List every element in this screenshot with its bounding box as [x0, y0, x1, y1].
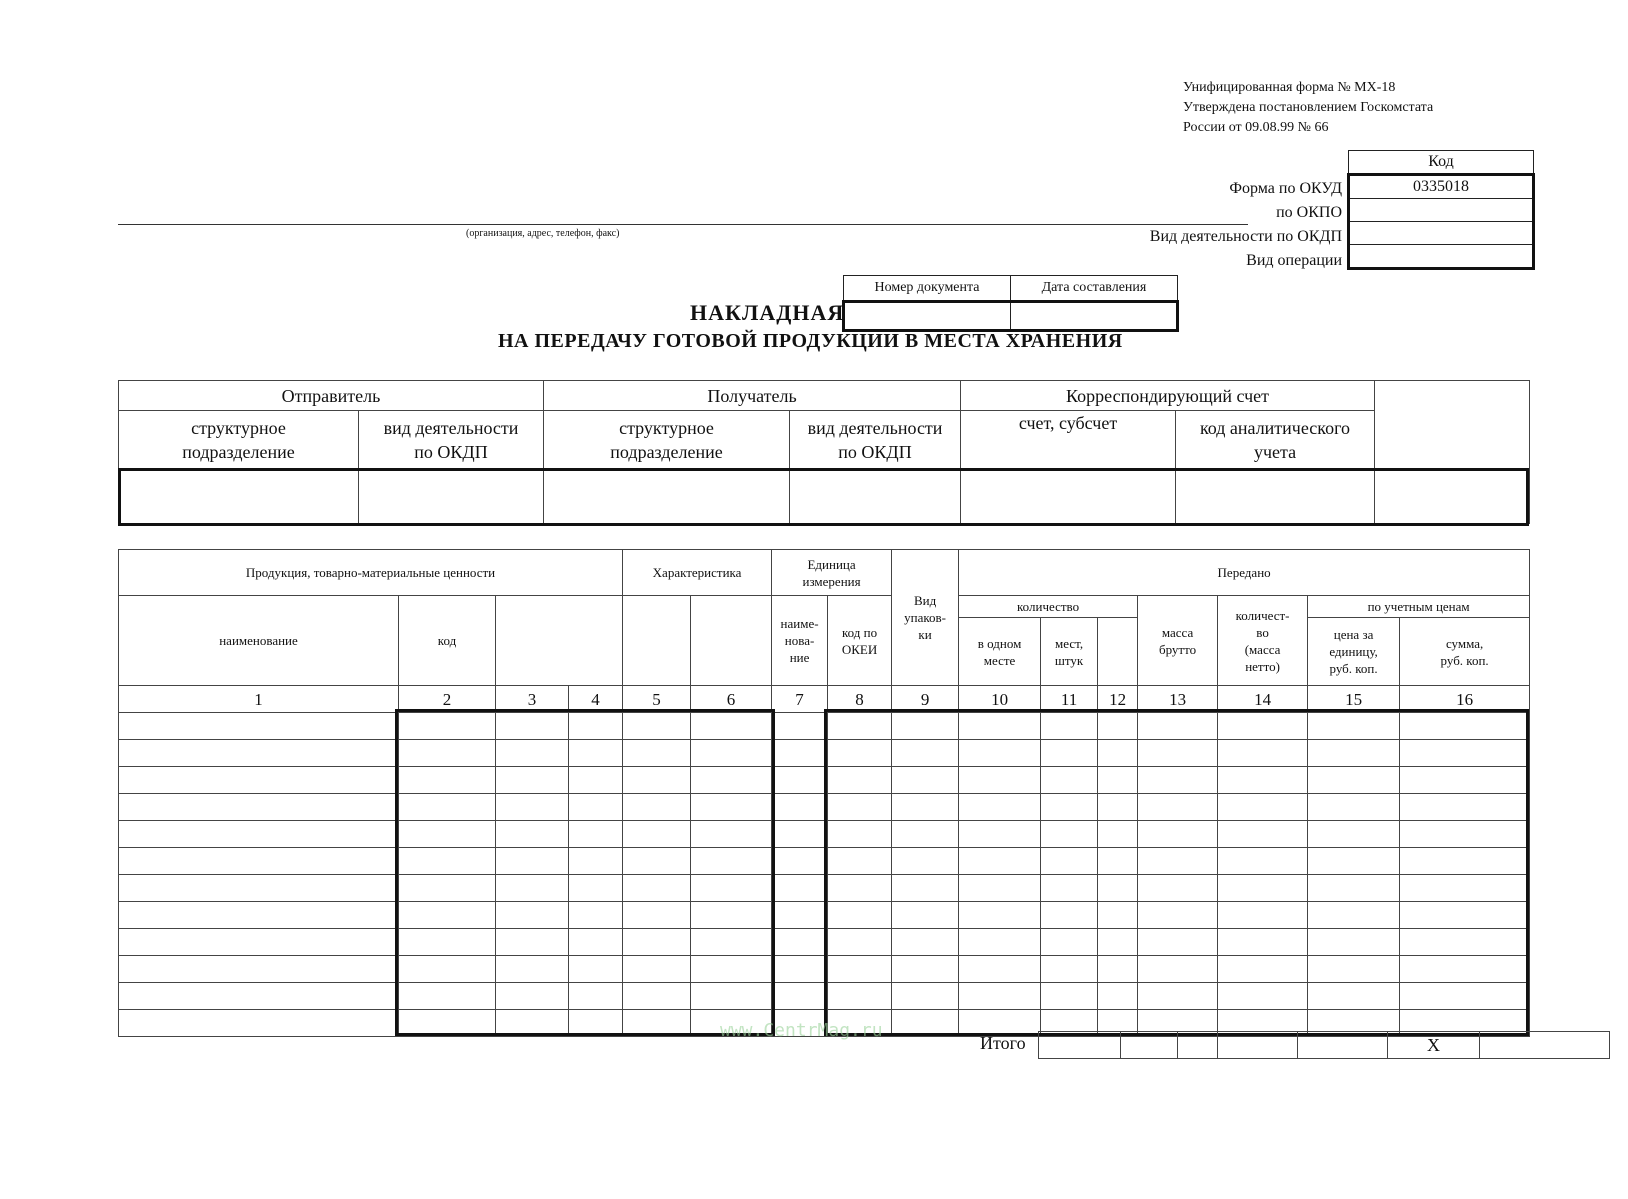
col-number: 9 [892, 686, 959, 713]
table-cell[interactable] [496, 875, 569, 902]
table-cell[interactable] [1041, 767, 1098, 794]
table-cell[interactable] [119, 983, 399, 1010]
table-cell[interactable] [623, 1010, 691, 1037]
table-cell[interactable] [772, 794, 828, 821]
table-cell[interactable] [959, 929, 1041, 956]
blank-header [1375, 381, 1530, 469]
table-cell[interactable] [1218, 794, 1308, 821]
col-number: 16 [1400, 686, 1530, 713]
table-cell[interactable] [959, 794, 1041, 821]
table-cell[interactable] [496, 767, 569, 794]
table-cell[interactable] [892, 821, 959, 848]
table-cell[interactable] [1218, 767, 1308, 794]
table-cell[interactable] [691, 767, 772, 794]
table-cell[interactable] [569, 740, 623, 767]
table-cell[interactable] [1308, 740, 1400, 767]
name-header: наименование [119, 596, 399, 686]
col-number: 8 [828, 686, 892, 713]
table-cell[interactable] [892, 929, 959, 956]
table-cell[interactable] [1218, 875, 1308, 902]
column-numbers-row [119, 686, 1530, 713]
form-stamp [1183, 78, 1433, 138]
table-cell[interactable] [1138, 929, 1218, 956]
col-number: 4 [569, 686, 623, 713]
table-cell[interactable] [1098, 713, 1138, 740]
table-cell[interactable] [119, 956, 399, 983]
table-cell[interactable] [772, 902, 828, 929]
table-cell[interactable] [959, 713, 1041, 740]
sender-unit-cell[interactable] [119, 469, 359, 524]
table-cell[interactable] [1308, 821, 1400, 848]
table-cell[interactable] [691, 713, 772, 740]
products-header: Продукция, товарно-материальные ценности [119, 550, 623, 596]
table-cell[interactable] [691, 794, 772, 821]
table-cell[interactable] [119, 875, 399, 902]
table-cell[interactable] [623, 848, 691, 875]
col-number: 3 [496, 686, 569, 713]
table-cell[interactable] [1218, 821, 1308, 848]
analytic-header: код аналитического учета [1176, 411, 1375, 469]
table-cell[interactable] [496, 713, 569, 740]
col-number: 11 [1041, 686, 1098, 713]
table-cell[interactable] [496, 983, 569, 1010]
table-cell[interactable] [1098, 956, 1138, 983]
table-cell[interactable] [1041, 821, 1098, 848]
okud-label: Форма по ОКУД [1229, 180, 1342, 197]
total-col15: X [1388, 1032, 1480, 1059]
places-header: мест, штук [1041, 618, 1098, 686]
table-cell[interactable] [496, 902, 569, 929]
corr-account-header: Корреспондирующий счет [961, 381, 1375, 411]
package-header: Вид упаков- ки [892, 550, 959, 686]
table-cell[interactable] [1041, 983, 1098, 1010]
kod-header: Код [1349, 151, 1534, 175]
total-label: Итого [980, 1033, 1026, 1053]
table-cell[interactable] [119, 1010, 399, 1037]
table-cell[interactable] [1308, 983, 1400, 1010]
col-number: 12 [1098, 686, 1138, 713]
per-place-header: в одном месте [959, 618, 1041, 686]
table-cell[interactable] [772, 956, 828, 983]
table-cell[interactable] [1400, 713, 1530, 740]
table-cell[interactable] [569, 767, 623, 794]
table-cell[interactable] [1138, 740, 1218, 767]
table-cell[interactable] [1041, 848, 1098, 875]
table-cell[interactable] [772, 767, 828, 794]
table-cell[interactable] [1308, 794, 1400, 821]
table-row [119, 929, 1530, 956]
table-cell[interactable] [1041, 929, 1098, 956]
analytic-cell[interactable] [1176, 469, 1375, 524]
table-cell[interactable] [828, 848, 892, 875]
table-cell[interactable] [1098, 740, 1138, 767]
table-row [119, 983, 1530, 1010]
table-cell[interactable] [623, 713, 691, 740]
table-cell[interactable] [828, 902, 892, 929]
total-col14[interactable] [1298, 1032, 1388, 1059]
table-cell[interactable] [959, 767, 1041, 794]
sender-activity-cell[interactable] [359, 469, 544, 524]
table-cell[interactable] [892, 848, 959, 875]
table-cell[interactable] [399, 929, 496, 956]
stamp-line: Утверждена постановлением Госкомстата [1183, 100, 1434, 115]
table-cell[interactable] [1308, 875, 1400, 902]
table-cell[interactable] [496, 740, 569, 767]
table-cell[interactable] [1400, 902, 1530, 929]
char-col-5 [623, 596, 691, 686]
table-row [119, 794, 1530, 821]
prices-header: по учетным ценам [1308, 596, 1530, 618]
table-cell[interactable] [1098, 794, 1138, 821]
table-cell[interactable] [119, 929, 399, 956]
table-cell[interactable] [691, 902, 772, 929]
col-number: 5 [623, 686, 691, 713]
table-cell[interactable] [569, 821, 623, 848]
table-cell[interactable] [569, 713, 623, 740]
table-cell[interactable] [959, 848, 1041, 875]
table-cell[interactable] [828, 875, 892, 902]
table-cell[interactable] [569, 983, 623, 1010]
characteristic-header: Характеристика [623, 550, 772, 596]
table-cell[interactable] [828, 821, 892, 848]
organization-line[interactable] [118, 224, 1248, 225]
table-cell[interactable] [691, 821, 772, 848]
table-cell[interactable] [772, 740, 828, 767]
table-cell[interactable] [399, 956, 496, 983]
receiver-unit-header: структурное подразделение [544, 411, 790, 469]
table-row [119, 740, 1530, 767]
char-col-6 [691, 596, 772, 686]
table-cell[interactable] [496, 821, 569, 848]
table-cell[interactable] [119, 848, 399, 875]
table-cell[interactable] [1308, 848, 1400, 875]
table-cell[interactable] [569, 1010, 623, 1037]
price-header: цена за единицу, руб. коп. [1308, 618, 1400, 686]
receiver-unit-cell[interactable] [544, 469, 790, 524]
watermark: www.CentrMag.ru [720, 1020, 883, 1041]
table-cell[interactable] [1138, 983, 1218, 1010]
table-cell[interactable] [892, 875, 959, 902]
table-cell[interactable] [1041, 875, 1098, 902]
stamp-line: Унифицированная форма № МХ-18 [1183, 80, 1396, 95]
table-cell[interactable] [959, 902, 1041, 929]
table-cell[interactable] [1098, 983, 1138, 1010]
table-cell[interactable] [399, 1010, 496, 1037]
table-cell[interactable] [1400, 740, 1530, 767]
table-cell[interactable] [569, 875, 623, 902]
okdp-value[interactable] [1349, 222, 1534, 245]
parties-table [118, 380, 1530, 524]
table-cell[interactable] [828, 794, 892, 821]
table-row [119, 902, 1530, 929]
okpo-label: по ОКПО [1276, 204, 1342, 221]
table-cell[interactable] [1138, 713, 1218, 740]
table-cell[interactable] [828, 740, 892, 767]
table-cell[interactable] [399, 713, 496, 740]
table-cell[interactable] [1041, 794, 1098, 821]
table-cell[interactable] [496, 929, 569, 956]
table-cell[interactable] [828, 929, 892, 956]
table-cell[interactable] [772, 983, 828, 1010]
table-cell[interactable] [569, 794, 623, 821]
quantity-header: количество [959, 596, 1138, 618]
unit-header: Единица измерения [772, 550, 892, 596]
stamp-line: России от 09.08.99 № 66 [1183, 120, 1329, 135]
table-cell[interactable] [1400, 929, 1530, 956]
total-col11[interactable] [1121, 1032, 1178, 1059]
table-cell[interactable] [569, 956, 623, 983]
table-cell[interactable] [399, 848, 496, 875]
char-col-34 [496, 596, 623, 686]
table-cell[interactable] [828, 956, 892, 983]
table-cell[interactable] [1138, 875, 1218, 902]
table-cell[interactable] [772, 713, 828, 740]
document-number-table [842, 275, 1179, 332]
transferred-header: Передано [959, 550, 1530, 596]
sender-unit-header: структурное подразделение [119, 411, 359, 469]
table-cell[interactable] [1400, 821, 1530, 848]
table-cell[interactable] [691, 848, 772, 875]
table-cell[interactable] [828, 767, 892, 794]
table-cell[interactable] [1400, 875, 1530, 902]
col-number: 6 [691, 686, 772, 713]
code-header: код [399, 596, 496, 686]
table-row [119, 821, 1530, 848]
table-cell[interactable] [623, 929, 691, 956]
table-cell[interactable] [119, 767, 399, 794]
table-cell[interactable] [399, 740, 496, 767]
table-cell[interactable] [1138, 902, 1218, 929]
table-cell[interactable] [399, 794, 496, 821]
col-number: 1 [119, 686, 399, 713]
table-cell[interactable] [959, 740, 1041, 767]
table-cell[interactable] [1218, 902, 1308, 929]
table-cell[interactable] [569, 929, 623, 956]
receiver-header: Получатель [544, 381, 961, 411]
table-cell[interactable] [399, 767, 496, 794]
totals-row [1038, 1031, 1610, 1059]
col-number: 14 [1218, 686, 1308, 713]
table-row [119, 875, 1530, 902]
organization-caption: (организация, адрес, телефон, факс) [466, 228, 620, 239]
okei-header: код по ОКЕИ [828, 596, 892, 686]
total-col12[interactable] [1178, 1032, 1218, 1059]
table-cell[interactable] [959, 875, 1041, 902]
qty-net-header: количест- во (масса нетто) [1218, 596, 1308, 686]
table-cell[interactable] [1308, 929, 1400, 956]
account-header: счет, субсчет [961, 411, 1176, 469]
table-cell[interactable] [1218, 713, 1308, 740]
col-number: 15 [1308, 686, 1400, 713]
table-row [119, 848, 1530, 875]
table-cell[interactable] [1041, 902, 1098, 929]
table-cell[interactable] [1400, 848, 1530, 875]
receiver-activity-cell[interactable] [790, 469, 961, 524]
okud-value[interactable]: 0335018 [1349, 175, 1534, 199]
table-cell[interactable] [828, 713, 892, 740]
table-cell[interactable] [1218, 740, 1308, 767]
table-cell[interactable] [892, 956, 959, 983]
goods-rows [119, 713, 1530, 1037]
table-cell[interactable] [119, 821, 399, 848]
table-cell[interactable] [1218, 983, 1308, 1010]
total-col16[interactable] [1480, 1032, 1610, 1059]
table-cell[interactable] [1138, 848, 1218, 875]
table-cell[interactable] [1400, 956, 1530, 983]
table-cell[interactable] [1400, 983, 1530, 1010]
table-cell[interactable] [496, 1010, 569, 1037]
doc-number-label: Номер документа [844, 276, 1011, 302]
doc-date-value[interactable] [1011, 302, 1178, 331]
table-cell[interactable] [1041, 740, 1098, 767]
table-cell[interactable] [1218, 929, 1308, 956]
operation-value[interactable] [1349, 245, 1534, 269]
table-cell[interactable] [892, 767, 959, 794]
table-cell[interactable] [892, 713, 959, 740]
table-cell[interactable] [1098, 821, 1138, 848]
total-col13[interactable] [1218, 1032, 1298, 1059]
table-cell[interactable] [892, 794, 959, 821]
table-cell[interactable] [772, 929, 828, 956]
table-row [119, 956, 1530, 983]
table-cell[interactable] [399, 875, 496, 902]
table-cell[interactable] [1138, 767, 1218, 794]
okdp-label: Вид деятельности по ОКДП [1149, 228, 1342, 245]
table-cell[interactable] [1138, 821, 1218, 848]
table-cell[interactable] [691, 929, 772, 956]
table-row [119, 767, 1530, 794]
table-cell[interactable] [1041, 713, 1098, 740]
account-cell[interactable] [961, 469, 1176, 524]
table-cell[interactable] [623, 821, 691, 848]
table-cell[interactable] [691, 740, 772, 767]
sum-header: сумма, руб. коп. [1400, 618, 1530, 686]
table-cell[interactable] [691, 875, 772, 902]
col-number: 2 [399, 686, 496, 713]
table-cell[interactable] [1098, 929, 1138, 956]
table-cell[interactable] [1098, 848, 1138, 875]
table-cell[interactable] [623, 983, 691, 1010]
col-number: 13 [1138, 686, 1218, 713]
table-cell[interactable] [892, 740, 959, 767]
table-cell[interactable] [772, 875, 828, 902]
table-cell[interactable] [959, 956, 1041, 983]
table-cell[interactable] [623, 875, 691, 902]
table-cell[interactable] [569, 848, 623, 875]
col-number: 7 [772, 686, 828, 713]
table-cell[interactable] [1138, 956, 1218, 983]
table-cell[interactable] [569, 902, 623, 929]
document-title: НАКЛАДНАЯ [690, 300, 845, 325]
table-cell[interactable] [1400, 794, 1530, 821]
unit-name-header: наиме- нова- ние [772, 596, 828, 686]
table-cell[interactable] [959, 983, 1041, 1010]
table-cell[interactable] [1041, 956, 1098, 983]
col-number: 10 [959, 686, 1041, 713]
table-cell[interactable] [496, 956, 569, 983]
table-cell[interactable] [623, 902, 691, 929]
table-cell[interactable] [623, 956, 691, 983]
table-cell[interactable] [772, 848, 828, 875]
doc-date-label: Дата составления [1011, 276, 1178, 302]
table-cell[interactable] [892, 902, 959, 929]
table-cell[interactable] [399, 983, 496, 1010]
table-cell[interactable] [1308, 713, 1400, 740]
table-cell[interactable] [1138, 794, 1218, 821]
codes-table [1347, 150, 1535, 270]
table-cell[interactable] [772, 821, 828, 848]
table-cell[interactable] [119, 740, 399, 767]
table-cell[interactable] [1098, 875, 1138, 902]
table-cell[interactable] [119, 713, 399, 740]
table-cell[interactable] [399, 821, 496, 848]
document-subtitle: НА ПЕРЕДАЧУ ГОТОВОЙ ПРОДУКЦИИ В МЕСТА ХРАНЕНИЯ [498, 330, 1123, 352]
gross-header: масса брутто [1138, 596, 1218, 686]
table-cell[interactable] [691, 983, 772, 1010]
table-cell[interactable] [892, 983, 959, 1010]
receiver-activity-header: вид деятельности по ОКДП [790, 411, 961, 469]
doc-number-value[interactable] [844, 302, 1011, 331]
table-cell[interactable] [892, 1010, 959, 1037]
table-cell[interactable] [691, 956, 772, 983]
table-cell[interactable] [623, 740, 691, 767]
sender-activity-header: вид деятельности по ОКДП [359, 411, 544, 469]
table-cell[interactable] [1308, 902, 1400, 929]
total-col10[interactable] [1039, 1032, 1121, 1059]
operation-label: Вид операции [1246, 252, 1342, 269]
table-cell[interactable] [623, 794, 691, 821]
table-cell[interactable] [1400, 767, 1530, 794]
table-cell[interactable] [496, 848, 569, 875]
sender-header: Отправитель [119, 381, 544, 411]
col12-header [1098, 618, 1138, 686]
table-cell[interactable] [1218, 956, 1308, 983]
table-cell[interactable] [1218, 848, 1308, 875]
table-cell[interactable] [496, 794, 569, 821]
table-cell[interactable] [1308, 956, 1400, 983]
table-cell[interactable] [1098, 767, 1138, 794]
okpo-value[interactable] [1349, 199, 1534, 222]
table-cell[interactable] [399, 902, 496, 929]
table-cell[interactable] [119, 902, 399, 929]
table-cell[interactable] [623, 767, 691, 794]
table-cell[interactable] [959, 821, 1041, 848]
table-cell[interactable] [1308, 767, 1400, 794]
table-cell[interactable] [1098, 902, 1138, 929]
goods-table [118, 549, 1530, 1037]
extra-cell[interactable] [1375, 469, 1530, 524]
table-cell[interactable] [119, 794, 399, 821]
table-row [119, 713, 1530, 740]
table-cell[interactable] [828, 983, 892, 1010]
